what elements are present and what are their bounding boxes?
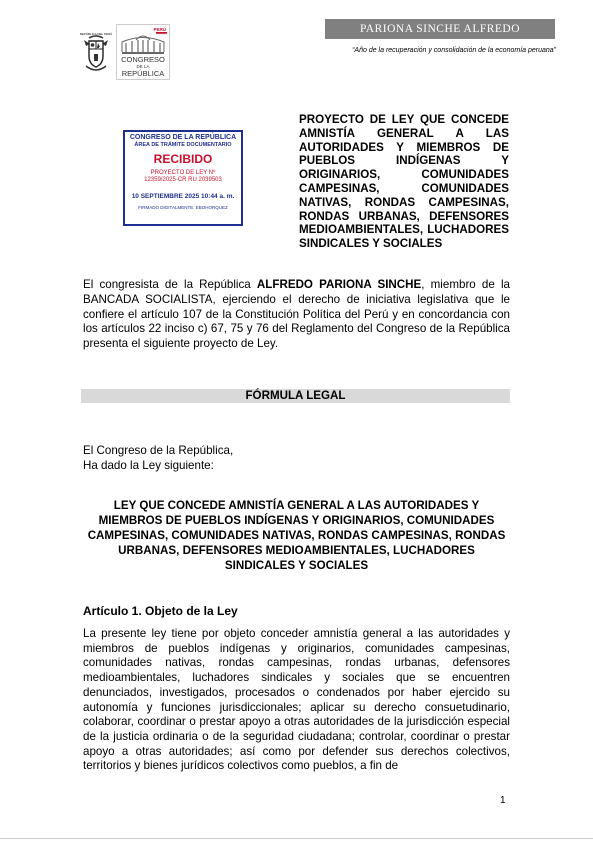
congressman-name: ALFREDO PARIONA SINCHE (256, 278, 422, 291)
shield-caption: REPÚBLICA DEL PERÚ (80, 32, 112, 36)
stamp-signature: FIRMADO DIGITALMENTE: EBOHORQUEZ (138, 205, 228, 210)
congress-line-1: El Congreso de la República, (83, 444, 234, 457)
stamp-project-label: PROYECTO DE LEY Nº (150, 170, 216, 176)
logo-line2: DE LA (136, 64, 150, 69)
formula-legal-heading: FÓRMULA LEGAL (81, 389, 510, 403)
law-title: LEY QUE CONCEDE AMNISTÍA GENERAL A LAS AUTORIDADES Y MIEMBROS DE PUEBLOS INDÍGENAS Y ORIGINARIOS, COMUNIDADES CAMPESINAS, COMUNIDADES NATIVAS, RONDAS CAMPESINAS, RONDAS URBANAS, DEFENSORES MEDIOAMBIENTALES, LUCHADORES SINDICALES Y SOCIALES (87, 499, 506, 572)
stamp-project-number: 12359/2025-CR RU 2039503 (144, 177, 222, 183)
congreso-logo (116, 24, 170, 80)
project-title: PROYECTO DE LEY QUE CONCEDE AMNISTÍA GENERAL A LAS AUTORIDADES Y MIEMBROS DE PUEBLOS INDÍGENAS Y ORIGINARIOS, COMUNIDADES CAMPESINAS, COMUNIDADES NATIVAS, RONDAS CAMPESINAS, RONDAS URBANAS, DEFENSORES MEDIOAMBIENTALES, LUCHADORES SINDICALES Y SOCIALES (299, 113, 509, 251)
logo-line1: CONGRESO (121, 55, 165, 64)
logo-peru-text: PERÚ (153, 27, 166, 32)
intro-paragraph (83, 278, 510, 352)
article-1-body: La presente ley tiene por objeto conceder amnistía general a las autoridades y miembros de pueblos indígenas y originarios, comunidades campesinas, comunidades nativas, rondas campesinas, rondas urbanas, defensores medioambientales, luchadores sindicales y sociales que se encuentren denunciados, investigados, procesados o condenados por haber ejercido su autonomía y funciones jurisdiccionales; aplicar su derecho consuetudinario, colaborar, coordinar o prestar apoyo a otras autoridades de la jurisdicción especial de la justicia ordinaria o de la seguridad ciudadana; controlar, coordinar o prestar apoyo a otras autoridades; así como por defender sus derechos colectivos, territorios y bienes jurídicos colectivos como pueblos, a fin de (83, 627, 510, 773)
intro-after-name: , miembro de la BANCADA SOCIALISTA, ejerciendo el derecho de iniciativa legislativa que le confiere el artículo 107 de la Constitución Política del Perú y en concordancia con los artículos 22 inciso c) 67, 75 y 76 del Reglamento del Congreso de la República presenta el siguiente proyecto de Ley. (83, 278, 511, 351)
received-stamp (123, 130, 243, 226)
peru-shield-icon (80, 30, 112, 74)
page-number: 1 (500, 795, 506, 806)
congress-line-2: Ha dado la Ley siguiente: (83, 459, 214, 472)
stamp-area: ÁREA DE TRÁMITE DOCUMENTARIO (134, 142, 232, 148)
stamp-date: 10 SEPTIEMBRE 2025 10:44 a. m. (131, 193, 235, 200)
stamp-institution: CONGRESO DE LA REPÚBLICA (129, 134, 237, 141)
article-1-title: Artículo 1. Objeto de la Ley (83, 604, 238, 618)
stamp-status: RECIBIDO (153, 152, 213, 166)
author-header-bar: PARIONA SINCHE ALFREDO (325, 19, 555, 39)
logo-line3: REPÚBLICA (121, 69, 165, 78)
intro-before-name: El congresista de la República (83, 278, 257, 291)
year-motto: “Año de la recuperación y consolidación de la economía peruana” (352, 47, 556, 54)
page-bottom-divider (0, 838, 593, 839)
